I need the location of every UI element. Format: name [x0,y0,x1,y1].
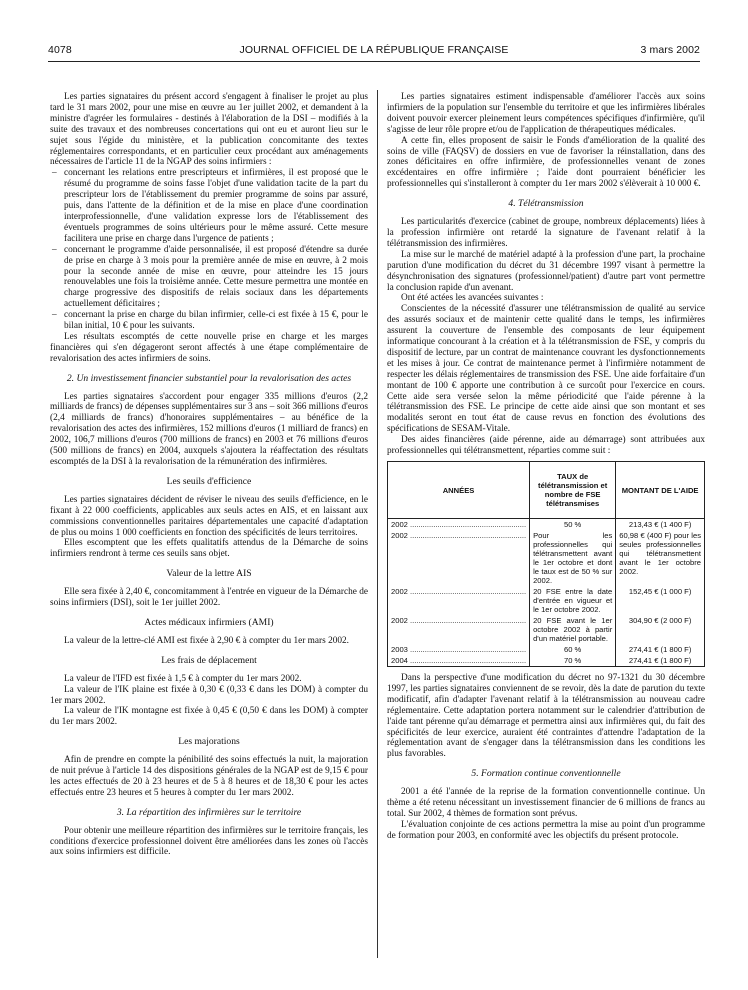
year-cell: 2002 ..... [388,519,530,531]
list-item: – concernant le programme d'aide personnalisée, il est proposé d'étendre sa durée de prise en charge à 3 mois pour la première année de mise en œuvre, à 2 mois pour la seconde année de mise en œuvre, pour atteindre les 15 jours renouvelables une fois la troisième année. Cette mesure permettra une montée en charge progressive des dispositifs de relais sociaux dans les départements actuellement déficitaires ; [50,245,368,310]
intro-paragraph: Les parties signataires du présent accord s'engagent à finaliser le projet au plus tard le 31 mars 2002, pour une mise en œuvre au 1er juillet 2002, et demandent à la ministre d'agréer les formulaires - destinés à l'élaboration de la DSI – modifiés à la suite des travaux et des nombreuses concertations qui ont eu et auront lieu sur le sujet sous l'égide du ministère, et la publication concomitante des textes réglementaires correspondants, et en particulier ceux procédant aux aménagements nécessaires de l'article 11 de la NGAP des soins infirmiers : [50,92,368,168]
section-heading: 4. Télétransmission [508,198,584,210]
measures-list [50,168,368,332]
page-header [48,44,700,60]
rate-cell: 20 FSE avant le 1er octobre 2002 à partir d'un matériel portable. [530,615,616,644]
amount-cell: 213,43 € (1 400 F) [616,519,705,531]
paragraph: Elles escomptent que les effets qualitatifs attendus de la Démarche de soins infirmiers rendront à terme ces seuils sans objet. [50,538,368,560]
paragraph: La valeur de l'IK montagne est fixée à 0,45 € (0,50 € dans les DOM) à compter du 1er mars 2002. [50,706,368,728]
paragraph: La mise sur le marché de matériel adapté à la profession d'une part, la prochaine parution d'une modification du décret du 31 décembre 1997 visant à permettre la désynchronisation des signatures (professionnel/patient) d'autre part vont permettre la conclusion rapide d'un avenant. [387,249,705,293]
table-row [388,586,705,615]
section-heading: 5. Formation continue conventionnelle [471,768,621,780]
paragraph: A cette fin, elles proposent de saisir le Fonds d'amélioration de la qualité des soins de ville (FAQSV) de dossiers en vue de favoriser la réinstallation, dans des zones déficitaires en offre infirmière, de professionnelles venant de zones excédentaires en offre infirmière ; l'aide dont pourraient bénéficier les professionnelles qui s'installeront à compter du 1er mars 2002 s'élèverait à 10 000 €. [387,135,705,190]
paragraph: La valeur de la lettre-clé AMI est fixée à 2,90 € à compter du 1er mars 2002. [64,635,349,646]
paragraph: Les parties signataires s'accordent pour engager 335 millions d'euros (2,2 milliards de francs) de dépenses supplémentaires sur 3 ans – soit 366 millions d'euros (2,4 milliards de francs) d'honoraires supplémentaires – au bénéfice de la revalorisation des actes des infirmières, 152 millions d'euros (1 milliard de francs) en 2002, 106,7 millions d'euros (700 millions de francs) en 2003 et 76 millions d'euros (500 millions de francs) en 2004, auxquels s'ajoutera la réaffectation des résultats escomptés de la DSI à la revalorisation de la rémunération des infirmières. [50,391,368,467]
section-heading: 3. La répartition des infirmières sur le territoire [116,806,302,818]
paragraph: L'évaluation conjointe de ces actions permettra la mise au point d'un programme de formation pour 2003, en conformité avec les objectifs du présent protocole. [387,819,705,841]
left-column [50,92,368,858]
paragraph: La valeur de l'IFD est fixée à 1,5 € à compter du 1er mars 2002. [64,673,302,684]
paragraph: Dans la perspective d'une modification du décret no 97-1321 du 30 décembre 1997, les parties signataires conviennent de se revoir, dès la date de parution du texte modificatif, afin d'adapter l'avenant relatif à la télétransmission au nouveau cadre réglementaire. Cette adaptation portera notamment sur le calendrier d'attribution de l'aide tant pérenne qu'au démarrage et permettra ainsi aux infirmières qui, du fait des spécificités de leur exercice, auraient été contraintes d'attendre l'adaptation de la réglementation avant de s'engager dans la télétransmission dans les conditions les plus favorables. [387,673,705,760]
aid-table [387,461,705,667]
amount-cell: 274,41 € (1 800 F) [616,644,705,655]
rate-cell: 50 % [530,519,616,531]
rate-cell: 70 % [530,655,616,667]
table-row [388,644,705,655]
rate-cell: 20 FSE entre la date d'entrée en vigueur et le 1er octobre 2002. [530,586,616,615]
list-item: – concernant les relations entre prescripteurs et infirmières, il est proposé que le résumé du programme de soins fasse l'objet d'une validation tacite de la part du prescripteur lors de l'établissement du premier programme de soins par assuré, puis, dans l'attente de la définition et de la mise en place d'une coordination interprofessionnelle, d'une validation expresse lors de l'établissement des éventuels programmes de soins ultérieurs pour le même assuré. Cette mesure facilitera une prise en charge dans l'urgence de patients ; [50,168,368,244]
header-rule [48,61,700,62]
paragraph: Afin de prendre en compte la pénibilité des soins effectués la nuit, la majoration de nuit prévue à l'article 14 des dispositions générales de la NGAP est de 9,15 € pour les actes effectués de 20 à 23 heures et de 5 à 8 heures et de 18,30 € pour les actes effectués entre 23 heures et 5 heures à compter du 1er mars 2002. [50,755,368,798]
table-row [388,655,705,667]
right-column [387,92,705,842]
amount-cell: 274,41 € (1 800 F) [616,655,705,667]
paragraph: Conscientes de la nécessité d'assurer une télétransmission de qualité au service des assurés sociaux et de maintenir cette qualité dans le temps, les infirmières assurent la couverture de l'ensemble des composants de leur équipement informatique concourant à la création et à la télétransmission de FSE, y compris du dispositif de lecture, par un contrat de maintenance couvrant les dysfonctionnements et les mises à jour. Ce contrat de maintenance permet à l'infirmière notamment de respecter les délais réglementaires de transmission des FSE. Une aide forfaitaire d'un montant de 100 € apporte une contribution à ce surcoût pour l'exercice en cours. Cette aide sera versée selon la même périodicité que l'aide pérenne à la télétransmission des FSE. Le principe de cette aide ainsi que son montant et ses modalités seront en tout état de cause revus en fonction des évolutions des spécifications de SESAM-Vitale. [387,304,705,435]
year-cell: 2002 ..... [388,530,530,586]
column-header-years: ANNÉES [388,462,530,519]
subsection-heading: Les frais de déplacement [161,654,257,666]
year-cell: 2004 ..... [388,655,530,667]
paragraph: Des aides financières (aide pérenne, aide au démarrage) sont attribuées aux professionnelles qui télétransmettent, réparties comme suit : [387,435,705,457]
year-cell: 2002 ..... [388,586,530,615]
paragraph: Les résultats escomptés de cette nouvelle prise en charge et les marges financières qui s'en dégageront seront affectés à une étape complémentaire de revalorisation des actes infirmiers de soins. [50,331,368,364]
table-row [388,615,705,644]
column-header-amount: MONTANT DE L'AIDE [616,462,705,519]
paragraph: Les parties signataires estiment indispensable d'améliorer l'accès aux soins infirmiers de la population sur l'ensemble du territoire et que les infirmières libérales doivent pouvoir exercer pleinement leurs compétences spécifiques d'infirmière, qu'il s'agisse de leur rôle propre et/ou de l'application de thérapeutiques médicales. [387,92,705,135]
subsection-heading: Les seuils d'efficience [166,475,252,487]
subsection-heading: Valeur de la lettre AIS [166,568,252,580]
table-header-row [388,462,705,519]
issue-date: 3 mars 2002 [640,44,700,56]
table-row [388,530,705,586]
year-cell: 2002 ..... [388,615,530,644]
paragraph: La valeur de l'IK plaine est fixée à 0,30 € (0,33 € dans les DOM) à compter du 1er mars 2002. [50,684,368,706]
column-separator [377,90,378,958]
table-row [388,519,705,531]
paragraph: 2001 a été l'année de la reprise de la formation conventionnelle continue. Un thème a été retenu nécessitant un investissement financier de 6 millions de francs au total. Sur 2002, 4 thèmes de formation sont prévus. [387,787,705,819]
subsection-heading: Actes médicaux infirmiers (AMI) [144,616,274,628]
rate-cell: Pour les professionnelles qui télétransmettent avant le 1er octobre et dont le taux est de 50 % sur 2002. [530,530,616,586]
amount-cell: 152,45 € (1 000 F) [616,586,705,615]
amount-cell: 60,98 € (400 F) pour les seules professionnelles qui télétransmettent avant le 1er octobre 2002. [616,530,705,586]
column-header-rate: TAUX de télétransmission et nombre de FSE télétransmises [530,462,616,519]
paragraph: Pour obtenir une meilleure répartition des infirmières sur le territoire français, les conditions d'exercice professionnel doivent être améliorées dans les zones où l'accès aux soins infirmiers est difficile. [50,825,368,858]
paragraph: Ont été actées les avancées suivantes : [401,293,544,304]
year-cell: 2003 ..... [388,644,530,655]
rate-cell: 60 % [530,644,616,655]
list-item: – concernant la prise en charge du bilan infirmier, celle-ci est fixée à 15 €, pour le bilan initial, 10 € pour les suivants. [50,310,368,332]
amount-cell: 304,90 € (2 000 F) [616,615,705,644]
paragraph: Les particularités d'exercice (cabinet de groupe, nombreux déplacements) liées à la profession infirmière ont retardé la signature de l'avenant relatif à la télétransmission des infirmières. [387,217,705,249]
section-heading: 2. Un investissement financier substantiel pour la revalorisation des actes [66,372,352,384]
journal-title: JOURNAL OFFICIEL DE LA RÉPUBLIQUE FRANÇAISE [239,44,509,56]
subsection-heading: Les majorations [178,736,240,748]
page-number: 4078 [48,44,72,56]
paragraph: Elle sera fixée à 2,40 €, concomitamment à l'entrée en vigueur de la Démarche de soins infirmiers (DSI), soit le 1er juillet 2002. [50,587,368,609]
paragraph: Les parties signataires décident de réviser le niveau des seuils d'efficience, en le fixant à 22 000 coefficients, applicables aux seuls actes en AIS, et en laissant aux commissions conventionnelles paritaires départementales une capacité d'adaptation de plus ou moins 1 000 coefficients en fonction des spécificités de leurs territoires. [50,494,368,538]
